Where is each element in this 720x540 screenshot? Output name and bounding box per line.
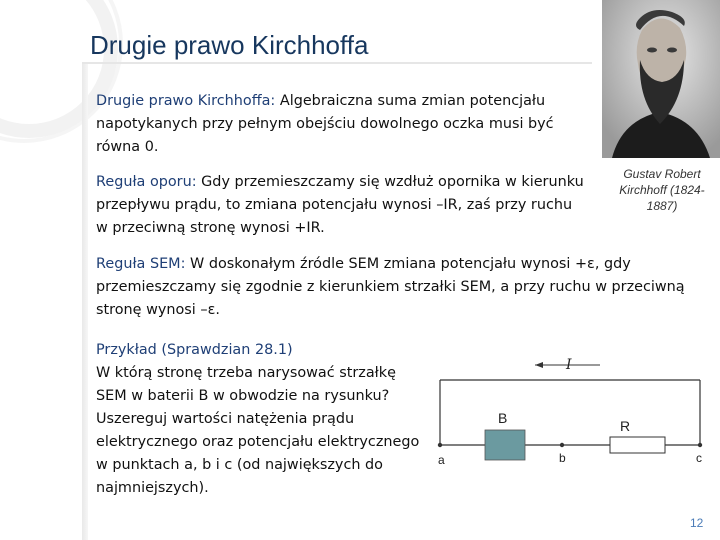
point-a-dot [438,443,442,447]
portrait-caption [608,166,716,214]
current-arrow-head [535,362,543,368]
point-c-dot [698,443,702,447]
left-accent-bar [82,62,88,540]
example-line: W którą stronę trzeba narysować strzałkę [96,365,396,381]
point-c-label: c [696,451,702,465]
emf-rule-line1: W doskonałym źródle SEM zmiana potencjału wynosi +ε, gdy [185,256,631,272]
example-line: w punktach a, b i c (od największych do [96,457,383,473]
portrait-caption-line1: Gustav Robert [623,167,701,181]
battery-label: B [498,410,508,426]
law-text-line1: Algebraiczna suma zmian potencjału [275,93,546,109]
point-b-dot [560,443,564,447]
example-heading: Przykład (Sprawdzian 28.1) [96,342,293,358]
title-divider [82,62,592,64]
example-line: elektrycznego oraz potencjału elektrycznego [96,434,420,450]
page-number: 12 [690,516,704,530]
kirchhoff-law-paragraph [96,90,596,159]
emf-rule-line2: przemieszczamy się zgodnie z kierunkiem strzałki SEM, a przy ruchu w przeciwną [96,279,685,295]
resistance-rule-keyword: Reguła oporu: [96,174,197,190]
emf-rule-keyword: Reguła SEM: [96,256,186,272]
portrait-caption-line2: Kirchhoff (1824- [619,183,705,197]
example-line: najmniejszych). [96,480,209,496]
resistance-rule-line2: przepływu prądu, to zmiana potencjału wynosi –IR, zaś przy ruchu [96,197,573,213]
example-line: SEM w baterii B w obwodzie na rysunku? [96,388,390,404]
resistor-label: R [620,418,631,434]
kirchhoff-portrait [602,0,720,158]
law-text-line2: napotykanych przy pełnym obejściu dowolnego oczka musi być [96,116,554,132]
point-a-label: a [438,453,445,467]
circuit-diagram [430,355,720,475]
emf-rule-line3: stronę wynosi –ε. [96,302,220,318]
resistance-rule-line3: w przeciwną stronę wynosi +IR. [96,220,325,236]
portrait-caption-line3: 1887) [646,199,678,213]
point-b-label: b [559,451,566,465]
example-line: Uszereguj wartości natężenia prądu [96,411,355,427]
example-block [96,339,426,500]
battery-symbol [485,430,525,460]
resistance-rule-paragraph [96,171,606,240]
law-keyword: Drugie prawo Kirchhoffa: [96,93,276,109]
page-title: Drugie prawo Kirchhoffa [90,30,369,60]
law-text-line3: równa 0. [96,139,159,155]
resistor-symbol [610,437,665,453]
resistance-rule-line1: Gdy przemieszczamy się wzdłuż opornika w kierunku [196,174,584,190]
emf-rule-paragraph [96,253,716,322]
current-label: I [566,357,572,373]
